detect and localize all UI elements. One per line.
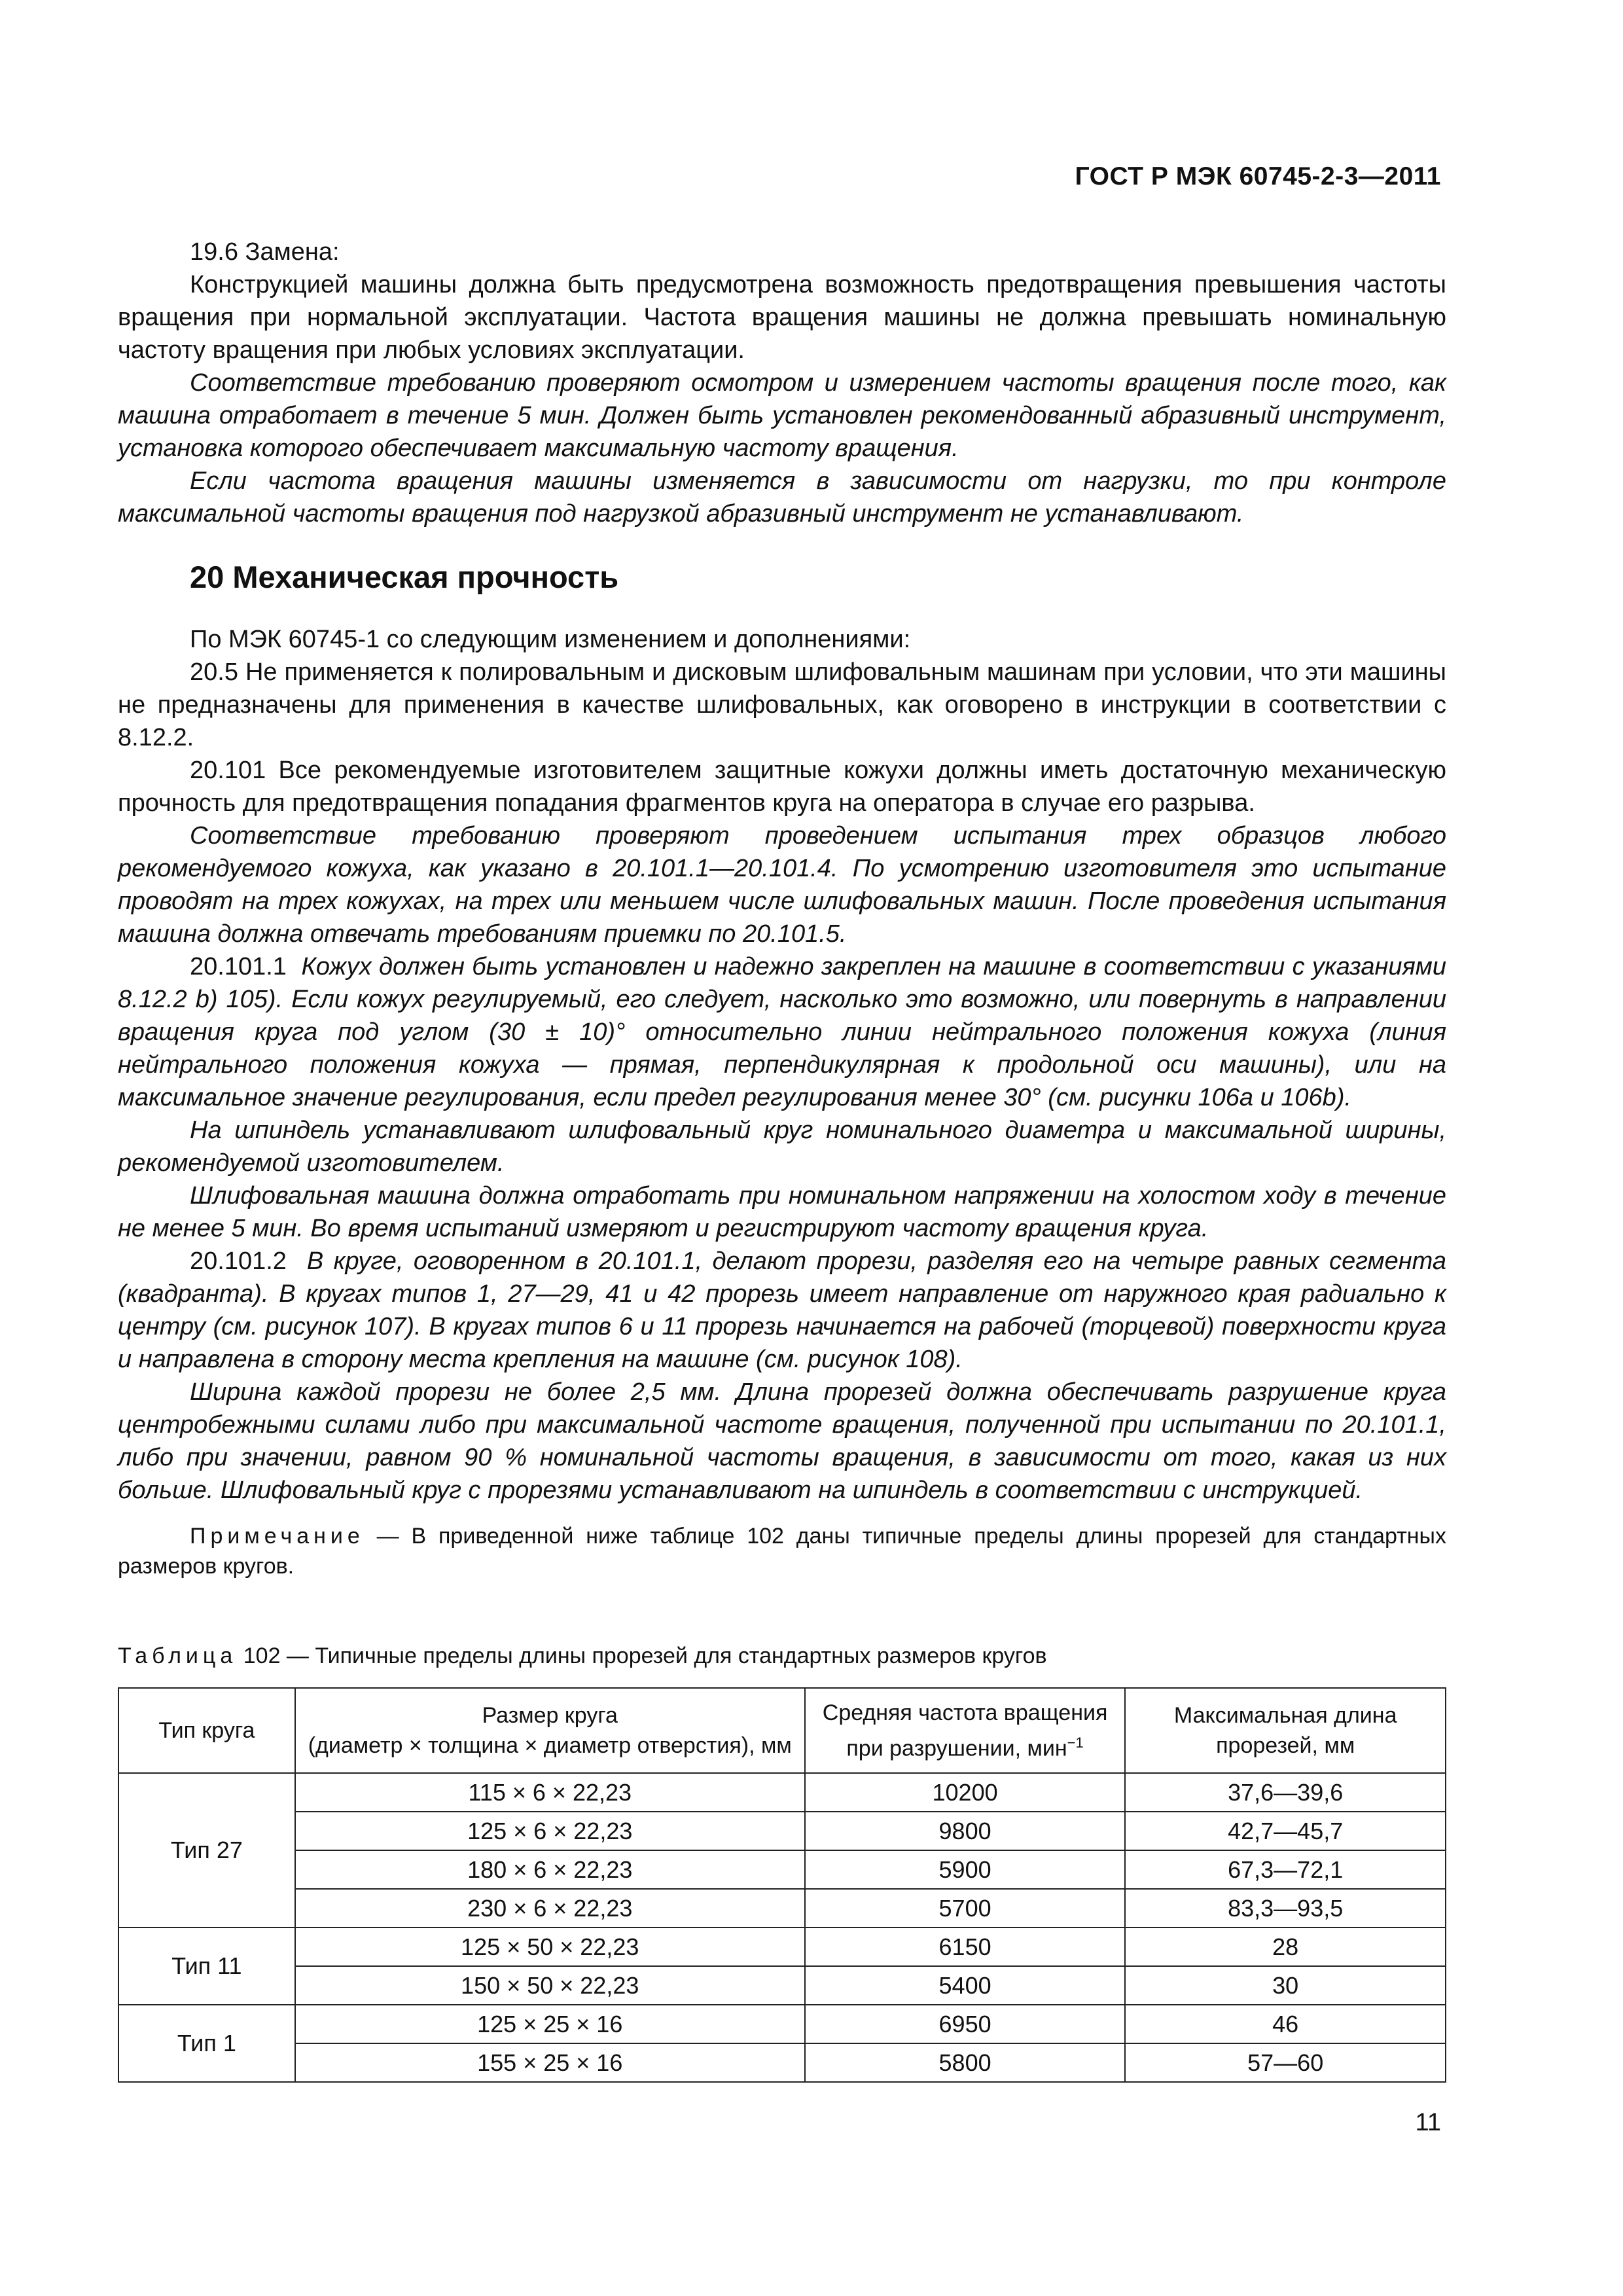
table-caption	[118, 1641, 1047, 1670]
cell-max-slot-length: 28	[1125, 1928, 1446, 1966]
table-row	[118, 1850, 1446, 1889]
clause-number: 20.101.1	[190, 953, 287, 980]
header-freq-line1: Средняя частота вращения	[822, 1700, 1108, 1725]
cell-max-slot-length: 46	[1125, 2005, 1446, 2043]
cell-wheel-size: 180 × 6 × 22,23	[295, 1850, 805, 1889]
header-size-line2: (диаметр × толщина × диаметр отверстия), мм	[308, 1733, 792, 1758]
paragraph-slot-width: Ширина каждой прорези не более 2,5 мм. Длина прорезей должна обеспечивать разрушение круга центробежными силами либо при максимальной частоте вращения, полученной при испытании по 20.101.1, либо при значении, равном 90 % номинальной частоты вращения, в зависимости от того, какая из них больше. Шлифовальный круг с прорезями устанавливают на шпиндель в соответствии с инструкцией.	[118, 1378, 1446, 1504]
header-freq-line2: при разрушении, мин	[846, 1736, 1067, 1761]
header-len-line1: Максимальная длина	[1173, 1703, 1397, 1728]
table-header-row	[118, 1688, 1446, 1773]
cell-rupture-speed: 6150	[805, 1928, 1126, 1966]
paragraph: Если частота вращения машины изменяется в зависимости от нагрузки, то при контроле максимальной частоты вращения под нагрузкой абразивный инструмент не устанавливают.	[118, 467, 1446, 528]
cell-wheel-size: 115 × 6 × 22,23	[295, 1773, 805, 1812]
table-row	[118, 1889, 1446, 1928]
clause-number: 20.101.2	[190, 1247, 287, 1275]
table-row	[118, 1966, 1446, 2005]
header-rupture-speed	[805, 1688, 1126, 1773]
paragraph: На шпиндель устанавливают шлифовальный круг номинального диаметра и максимальной ширины, рекомендуемой изготовителем.	[118, 1117, 1446, 1177]
table-caption-text: 102 — Типичные пределы длины прорезей для стандартных размеров кругов	[237, 1643, 1047, 1668]
table-row	[118, 2043, 1446, 2082]
table-body	[118, 1773, 1446, 2082]
header-max-slot-length	[1125, 1688, 1446, 1773]
paragraph: По МЭК 60745-1 со следующим изменением и дополнениями:	[190, 626, 911, 653]
cell-rupture-speed: 10200	[805, 1773, 1126, 1812]
cell-rupture-speed: 9800	[805, 1812, 1126, 1850]
cell-rupture-speed: 5400	[805, 1966, 1126, 2005]
paragraph-20-101-2	[118, 1245, 1446, 1376]
table-row	[118, 2005, 1446, 2043]
cell-wheel-size: 125 × 6 × 22,23	[295, 1812, 805, 1850]
paragraph: Соответствие требованию проверяют осмотром и измерением частоты вращения после того, как машина отработает в течение 5 мин. Должен быть установлен рекомендованный абразивный инструмент, установка которого обеспечивает максимальную частоту вращения.	[118, 369, 1446, 462]
cell-wheel-size: 150 × 50 × 22,23	[295, 1966, 805, 2005]
cell-wheel-type: Тип 11	[118, 1928, 295, 2005]
cell-wheel-size: 125 × 25 × 16	[295, 2005, 805, 2043]
cell-wheel-size: 230 × 6 × 22,23	[295, 1889, 805, 1928]
note-label: Примечание	[190, 1524, 365, 1549]
cell-max-slot-length: 67,3—72,1	[1125, 1850, 1446, 1889]
cell-rupture-speed: 5800	[805, 2043, 1126, 2082]
table-row	[118, 1812, 1446, 1850]
document-header: ГОСТ Р МЭК 60745-2-3—2011	[1075, 162, 1441, 190]
paragraph: Соответствие требованию проверяют проведением испытания трех образцов любого рекомендуемого кожуха, как указано в 20.101.1—20.101.4. По усмотрению изготовителя это испытание проводят на трех кожухах, на трех или меньшем числе шлифовальных машин. После проведения испытания машина должна отвечать требованиям приемки по 20.101.5.	[118, 822, 1446, 948]
note-text: — В приведенной ниже таблице 102 даны типичные пределы длины прорезей для стандартных размеров кругов.	[118, 1524, 1446, 1579]
header-wheel-size	[295, 1688, 805, 1773]
header-len-line2: прорезей, мм	[1216, 1733, 1355, 1758]
header-freq-sup: −1	[1067, 1734, 1084, 1751]
note	[118, 1521, 1446, 1581]
header-wheel-type: Тип круга	[118, 1688, 295, 1773]
paragraphs-top	[118, 236, 1446, 530]
cell-max-slot-length: 57—60	[1125, 2043, 1446, 2082]
document-body	[118, 236, 1446, 1581]
paragraph: Конструкцией машины должна быть предусмотрена возможность предотвращения превышения частоты вращения при нормальной эксплуатации. Частота вращения машины не должна превышать номинальную частоту вращения при любых условиях эксплуатации.	[118, 271, 1446, 364]
paragraph: 20.5 Не применяется к полировальным и дисковым шлифовальным машинам при условии, что эти машины не предназначены для применения в качестве шлифовальных, как оговорено в инструкции в соответствии с 8.12.2.	[118, 658, 1446, 751]
cell-max-slot-length: 37,6—39,6	[1125, 1773, 1446, 1812]
slot-length-table	[118, 1687, 1446, 2083]
paragraph: 20.101 Все рекомендуемые изготовителем защитные кожухи должны иметь достаточную механическую прочность для предотвращения попадания фрагментов круга на оператора в случае его разрыва.	[118, 757, 1446, 817]
clause-text: Кожух должен быть установлен и надежно закреплен на машине в соответствии с указаниями 8.12.2 b) 105). Если кожух регулируемый, его следует, насколько это возможно, или повернуть в направлении вращения круга под углом (30 ± 10)° относительно линии нейтрального положения кожуха (линия нейтрального положения кожуха — прямая, перпендикулярная к продольной оси машины), или на максимальное значение регулирования, если предел регулирования менее 30° (см. рисунки 106а и 106b).	[118, 953, 1446, 1111]
cell-wheel-size: 125 × 50 × 22,23	[295, 1928, 805, 1966]
cell-wheel-type: Тип 1	[118, 2005, 295, 2082]
clause-text: В круге, оговоренном в 20.101.1, делают прорези, разделяя его на четыре равных сегмента (квадранта). В кругах типов 1, 27—29, 41 и 42 прорезь имеет направление от наружного края радиально к центру (см. рисунок 107). В кругах типов 6 и 11 прорезь начинается на рабочей (торцевой) поверхности круга и направлена в сторону места крепления на машине (см. рисунок 108).	[118, 1247, 1446, 1373]
cell-max-slot-length: 42,7—45,7	[1125, 1812, 1446, 1850]
table-row	[118, 1928, 1446, 1966]
page-number: 11	[1415, 2109, 1441, 2136]
cell-max-slot-length: 30	[1125, 1966, 1446, 2005]
paragraph-20-101-1	[118, 950, 1446, 1114]
cell-rupture-speed: 6950	[805, 2005, 1126, 2043]
table-row	[118, 1773, 1446, 1812]
paragraphs-mid	[118, 1114, 1446, 1245]
paragraphs-section	[118, 623, 1446, 950]
cell-rupture-speed: 5900	[805, 1850, 1126, 1889]
cell-wheel-type: Тип 27	[118, 1773, 295, 1928]
cell-wheel-size: 155 × 25 × 16	[295, 2043, 805, 2082]
section-title: 20 Механическая прочность	[190, 560, 619, 594]
table-caption-label: Таблица	[118, 1643, 238, 1668]
cell-rupture-speed: 5700	[805, 1889, 1126, 1928]
paragraph: 19.6 Замена:	[190, 238, 340, 266]
header-size-line1: Размер круга	[482, 1703, 618, 1728]
paragraph: Шлифовальная машина должна отработать при номинальном напряжении на холостом ходу в течение не менее 5 мин. Во время испытаний измеряют и регистрируют частоту вращения круга.	[118, 1182, 1446, 1242]
cell-max-slot-length: 83,3—93,5	[1125, 1889, 1446, 1928]
